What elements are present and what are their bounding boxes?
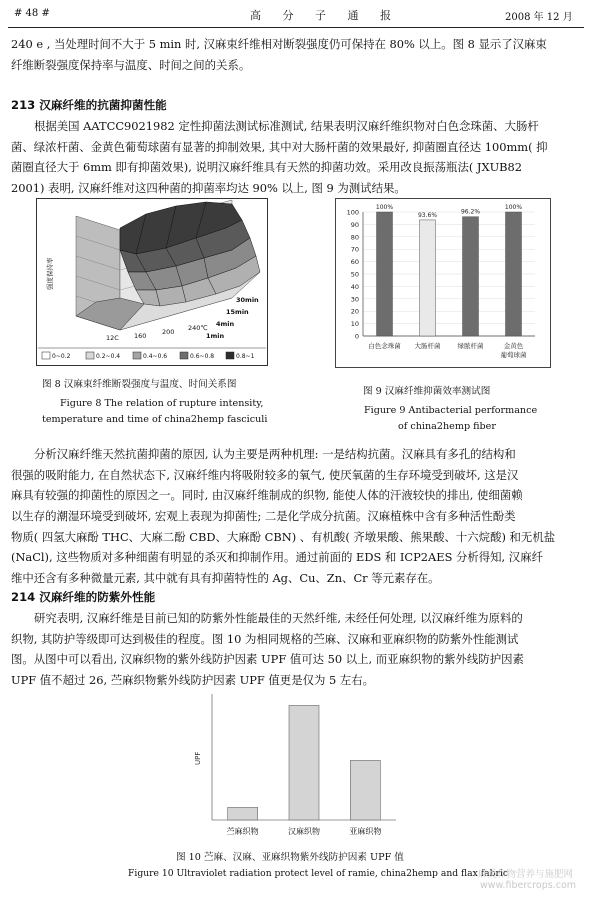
text-line: 纤维断裂强度保持率与温度、时间之间的关系。 <box>11 57 251 72</box>
text-line: 物质( 四氢大麻酚 THC、大麻二酚 CBD、大麻酚 CBN) 、有机酸( 齐墩果酸、熊果酸、十六烷酸) 和无机盐 <box>11 529 556 544</box>
paragraph-4 <box>11 608 585 691</box>
data-label: 100% <box>504 204 523 211</box>
text-line: 很强的吸附能力, 在自然状态下, 汉麻纤维内将吸附较多的氧气, 使厌氧菌的生存环境受到破坏, 这是汉 <box>11 467 519 482</box>
legend-swatch <box>180 352 188 359</box>
bar <box>463 217 479 336</box>
text-line: 240 e , 当处理时间不大于 5 min 时, 汉麻束纤维相对断裂强度仍可保持在 80% 以上。图 8 显示了汉麻束 <box>11 37 547 51</box>
legend-label: 0.6~0.8 <box>190 353 215 360</box>
figure-8-caption-en-2: temperature and time of china2hemp fasciculi <box>42 414 268 425</box>
bar <box>350 760 380 820</box>
figure-10-bar-chart <box>190 690 402 848</box>
figure-10-caption-cn: 图 10 苎麻、汉麻、亚麻织物紫外线防护因素 UPF 值 <box>176 852 404 863</box>
y-axis-label: UPF <box>194 751 202 765</box>
figure-8-caption-en-1: Figure 8 The relation of rupture intensity, <box>60 398 264 409</box>
tick-label: 240℃ <box>188 324 208 332</box>
tick-label: 4min <box>216 320 235 328</box>
figure-9-caption-en-1: Figure 9 Antibacterial performance <box>364 405 538 416</box>
data-label: 96.2% <box>460 208 481 216</box>
legend-swatch <box>42 352 50 359</box>
text-line: 菌、绿浓杆菌、金黄色葡萄球菌有显著的抑制效果, 其中对大肠杆菌的效果最好, 抑菌圈直径达 100mm( 抑 <box>11 139 548 154</box>
text-line: 织物, 其防护等级即可达到极佳的程度。图 10 为相同规格的苎麻、汉麻和亚麻织物的防紫外性能测试 <box>11 631 519 646</box>
y-tick-label: 50 <box>350 270 359 279</box>
journal-title: 高 分 子 通 报 <box>250 9 400 22</box>
y-tick-label: 0 <box>354 332 359 341</box>
text-line: 2001) 表明, 汉麻纤维对这四种菌的抑菌率均达 90% 以上, 图 9 为测试结果。 <box>11 181 406 196</box>
y-tick-label: 40 <box>350 282 359 291</box>
bar <box>377 212 393 336</box>
y-tick-label: 20 <box>350 307 359 316</box>
text-line: UPF 值不超过 26, 苎麻织物紫外线防护因素 UPF 值更是仅为 5 左右。 <box>11 673 375 688</box>
figure-9-caption-en-2: of china2hemp fiber <box>398 421 496 432</box>
paragraph-2 <box>11 116 585 199</box>
legend-swatch <box>226 352 234 359</box>
text-line: 菌圈直径大于 6mm 即有抑菌效果), 说明汉麻纤维具有天然的抑菌功效。采用改良振荡瓶法( JXUB82 <box>11 160 523 175</box>
text-line: 图。从图中可以看出, 汉麻织物的紫外线防护因素 UPF 值可达 50 以上, 而亚麻织物的紫外线防护因素 <box>11 652 524 667</box>
text-line: 分析汉麻纤维天然抗菌抑菌的原因, 认为主要是两种机理: 一是结构抗菌。汉麻具有多孔的结构和 <box>34 447 516 461</box>
figure-8-surface-plot <box>36 198 268 366</box>
section-heading-213: 213 汉麻纤维的抗菌抑菌性能 <box>11 98 167 112</box>
category-label: 白色念珠菌 <box>368 342 401 350</box>
paragraph-3 <box>11 444 585 589</box>
figure-10-caption-en: Figure 10 Ultraviolet radiation protect level of ramie, china2hemp and flax fabric <box>128 868 508 879</box>
text-line: 维中还含有多种微量元素, 其中就有具有抑菌特性的 Ag、Cu、Zn、Cr 等元素存在。 <box>11 571 440 586</box>
legend-label: 0~0.2 <box>52 353 71 360</box>
text-line: 研究表明, 汉麻纤维是目前已知的防紫外性能最佳的天然纤维, 未经任何处理, 以汉麻纤维为原料的 <box>34 611 523 625</box>
bar <box>420 220 436 336</box>
watermark-url: www.fibercrops.com <box>480 880 577 891</box>
y-tick-label: 70 <box>350 245 359 254</box>
y-tick-label: 60 <box>350 258 359 267</box>
category-label: 苎麻织物 <box>226 827 259 836</box>
y-tick-label: 90 <box>350 220 359 229</box>
tick-label: 160 <box>134 332 147 340</box>
issue-date: 2008 年 12 月 <box>505 12 573 23</box>
page-number: # 48 # <box>14 8 50 19</box>
tick-label: 15min <box>226 308 249 316</box>
legend-swatch <box>133 352 141 359</box>
data-label: 100% <box>375 204 394 211</box>
text-line: 麻具有较强的抑菌性的原因之一。同时, 由汉麻纤维制成的织物, 能使人体的汗液较快的排出, 使细菌赖 <box>11 488 523 503</box>
paragraph-1 <box>11 34 585 75</box>
text-line: 根据美国 AATCC9021982 定性抑菌法测试标准测试, 结果表明汉麻纤维织物对白色念珠菌、大肠杆 <box>34 119 539 133</box>
text-line: 以生存的潮湿环境受到破坏, 宏观上表现为抑菌性; 二是化学成分抗菌。汉麻植株中含有多种活性酚类 <box>11 509 516 524</box>
data-label: 93.6% <box>417 211 438 219</box>
legend-swatch <box>86 352 94 359</box>
tick-label: 30min <box>236 296 259 304</box>
category-label: 葡萄球菌 <box>500 351 527 359</box>
tick-label: 12C <box>106 334 119 342</box>
section-heading-214: 214 汉麻纤维的防紫外性能 <box>11 590 156 604</box>
bar <box>506 212 522 336</box>
y-tick-label: 10 <box>350 320 359 329</box>
figure-9-bar-chart <box>335 198 551 368</box>
tick-label: 200 <box>162 328 175 336</box>
legend-label: 0.4~0.6 <box>143 353 168 360</box>
legend-label: 0.2~0.4 <box>96 353 121 360</box>
y-tick-label: 100 <box>346 208 359 217</box>
figure-9-caption-cn: 图 9 汉麻纤维抑菌效率测试图 <box>363 386 491 397</box>
category-label: 亚麻织物 <box>349 827 382 836</box>
bar <box>228 807 258 820</box>
category-label: 汉麻织物 <box>288 827 320 836</box>
watermark-text: 麻类作物营养与施肥网 <box>478 869 574 880</box>
category-label: 金黄色 <box>503 342 524 350</box>
text-line: (NaCl), 这些物质对多种细菌有明显的杀灭和抑制作用。通过前面的 EDS 和 ICP2AES 分析得知, 汉麻纤 <box>11 550 543 565</box>
tick-label: 1min <box>206 332 225 340</box>
category-label: 绿脓杆菌 <box>457 342 484 350</box>
y-tick-label: 80 <box>350 233 359 242</box>
category-label: 大肠杆菌 <box>414 342 441 350</box>
y-tick-label: 30 <box>350 295 359 304</box>
figure-8-caption-cn: 图 8 汉麻束纤维断裂强度与温度、时间关系图 <box>42 379 237 390</box>
y-axis-label: 强度保持率 <box>46 257 54 290</box>
bar <box>289 705 319 820</box>
legend-label: 0.8~1 <box>236 353 255 360</box>
header-rule <box>8 27 584 28</box>
